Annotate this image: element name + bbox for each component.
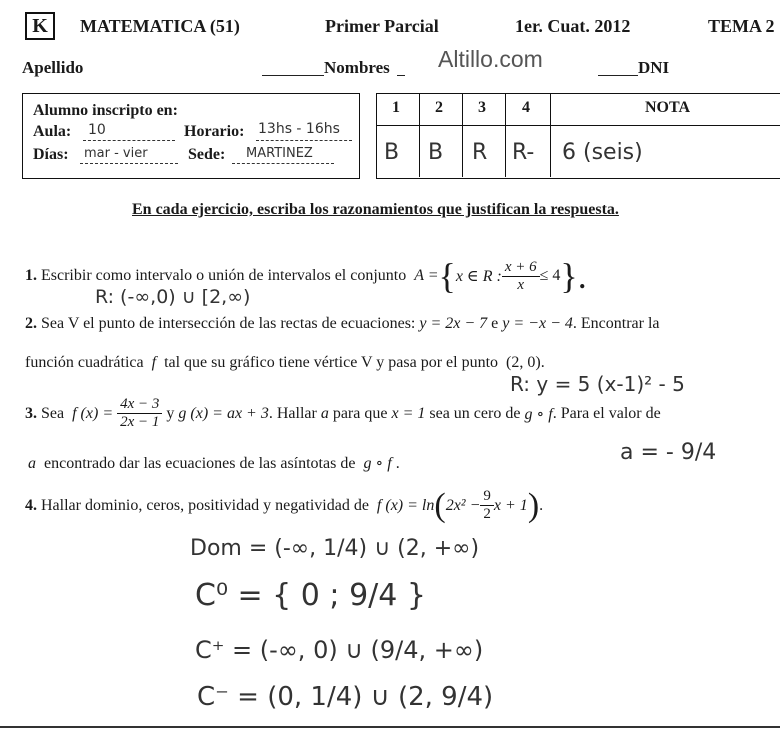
expression: x + 1	[493, 496, 528, 514]
paren-close: )	[527, 486, 540, 524]
exercise-2-answer: R: y = 5 (x-1)² - 5	[510, 372, 685, 396]
sede-value: MARTINEZ	[246, 146, 313, 161]
apellido-label: Apellido	[22, 58, 84, 77]
dias-label: Días:	[33, 146, 69, 163]
exercise-4-answer-zeros: C⁰ = { 0 ; 9/4 }	[195, 578, 426, 613]
exercise-text: .	[395, 455, 400, 472]
exam-term: 1er. Cuat. 2012	[515, 16, 631, 36]
conjunction: y	[166, 404, 175, 422]
grade-header-nota: NOTA	[645, 99, 691, 116]
nombres-line	[397, 75, 405, 76]
exercise-text: función cuadrática	[25, 354, 144, 371]
dni-line	[598, 75, 638, 76]
exam-letter-box: K	[25, 12, 55, 40]
exercise-text: Sea V el punto de intersección de las rectas de ecuaciones:	[41, 315, 416, 332]
horario-label: Horario:	[184, 123, 245, 140]
exercise-number: 1.	[25, 267, 37, 284]
composition: g ∘ f	[524, 405, 553, 423]
paren-open: (	[434, 486, 446, 524]
exercise-2-line-2	[25, 354, 545, 372]
exercise-text: tal que su gráfico tiene vértice V y pasa por el punto	[164, 354, 499, 371]
exercise-2-line-1	[25, 315, 660, 333]
exercise-number: 3.	[25, 404, 37, 422]
exercise-3-answer: a = - 9/4	[620, 440, 717, 465]
exercise-text: encontrado dar las ecuaciones de las asíntotas de	[44, 455, 356, 472]
expression: 2x² −	[445, 496, 481, 514]
exercise-text: Escribir como intervalo o unión de intervalos el conjunto	[41, 267, 407, 284]
exercise-text: . Hallar	[268, 404, 317, 422]
horario-value: 13hs - 16hs	[258, 121, 340, 137]
grade-value: B	[384, 140, 400, 165]
function-g: g (x) = ax + 3	[178, 404, 269, 422]
exercise-text: .	[540, 354, 545, 371]
exercise-4-answer-positive: C⁺ = (-∞, 0) ∪ (9/4, +∞)	[195, 636, 484, 664]
exercise-1-answer: R: (-∞,0) ∪ [2,∞)	[95, 286, 251, 308]
function-symbol: f	[151, 354, 157, 371]
grade-value: R	[472, 140, 488, 165]
point: (2, 0)	[506, 354, 541, 371]
apellido-line	[262, 75, 324, 76]
equation: y = −x − 4	[502, 315, 573, 332]
grade-header: 2	[435, 99, 443, 116]
fraction	[117, 396, 162, 431]
grades-divider	[462, 93, 463, 177]
variable: a	[320, 404, 329, 422]
fraction-denominator: 2x − 1	[117, 413, 162, 431]
watermark: Altillo.com	[438, 46, 543, 72]
exam-tema: TEMA 2	[708, 16, 775, 36]
grade-value: R-	[512, 140, 535, 165]
exercise-text: para que	[332, 404, 388, 422]
exercise-3-line-2	[28, 453, 400, 473]
function-f: f (x) = ln	[376, 496, 435, 514]
exercise-text: . Para el valor de	[552, 404, 661, 422]
set-lhs: A =	[414, 267, 439, 284]
set-close-brace: }.	[560, 256, 587, 296]
variable: a	[28, 455, 36, 472]
grade-value: B	[428, 140, 444, 165]
aula-label: Aula:	[33, 123, 72, 140]
exercise-text: sea un cero de	[429, 404, 521, 422]
dias-line	[80, 163, 178, 164]
grades-header-divider	[376, 125, 780, 126]
exercise-number: 4.	[25, 496, 37, 514]
fraction-numerator: 4x − 3	[120, 396, 160, 412]
fraction	[480, 488, 494, 523]
equation: y = 2x − 7	[419, 315, 488, 332]
student-box-title: Alumno inscripto en:	[33, 102, 178, 119]
grade-header: 1	[392, 99, 400, 116]
function-f: f (x) =	[72, 404, 114, 422]
fraction-denominator: x	[502, 276, 540, 294]
final-grade-value: 6 (seis)	[562, 140, 643, 165]
exercise-number: 2.	[25, 315, 37, 332]
exercise-4-answer-negative: C⁻ = (0, 1/4) ∪ (2, 9/4)	[197, 682, 494, 712]
exercise-text: Hallar dominio, ceros, positividad y negatividad de	[41, 496, 369, 514]
fraction	[502, 259, 540, 294]
sede-label: Sede:	[188, 146, 226, 163]
grade-header: 4	[522, 99, 530, 116]
conjunction: e	[491, 315, 499, 332]
grades-divider	[419, 93, 420, 177]
aula-line	[83, 140, 175, 141]
grades-divider	[505, 93, 506, 177]
grades-divider	[550, 93, 551, 177]
fraction-numerator: x + 6	[504, 258, 537, 275]
fraction-denominator: 2	[480, 505, 494, 523]
set-variable: x ∈ R :	[455, 268, 502, 285]
exam-name: Primer Parcial	[325, 16, 439, 36]
instruction: En cada ejercicio, escriba los razonamientos que justifican la respuesta.	[132, 201, 619, 218]
set-open-brace: {	[438, 256, 456, 296]
exercise-text: Sea	[41, 404, 65, 422]
exercise-text: .	[539, 496, 544, 514]
exercise-4	[25, 488, 543, 523]
aula-value: 10	[88, 122, 106, 138]
fraction-numerator: 9	[483, 488, 491, 504]
horario-line	[256, 140, 352, 141]
exercise-4-answer-dom: Dom = (-∞, 1/4) ∪ (2, +∞)	[190, 536, 480, 561]
sede-line	[232, 163, 334, 164]
course-title: MATEMATICA (51)	[80, 16, 240, 36]
dias-value: mar - vier	[84, 146, 148, 161]
exercise-text: . Encontrar la	[572, 315, 660, 332]
bottom-rule	[0, 726, 780, 728]
dni-label: DNI	[638, 58, 670, 77]
equation: x = 1	[391, 404, 426, 422]
composition: g ∘ f	[363, 455, 392, 472]
nombres-label: Nombres	[324, 58, 390, 77]
set-condition: ≤ 4	[539, 267, 561, 284]
exercise-3-line-1	[25, 396, 661, 431]
grade-header: 3	[478, 99, 486, 116]
